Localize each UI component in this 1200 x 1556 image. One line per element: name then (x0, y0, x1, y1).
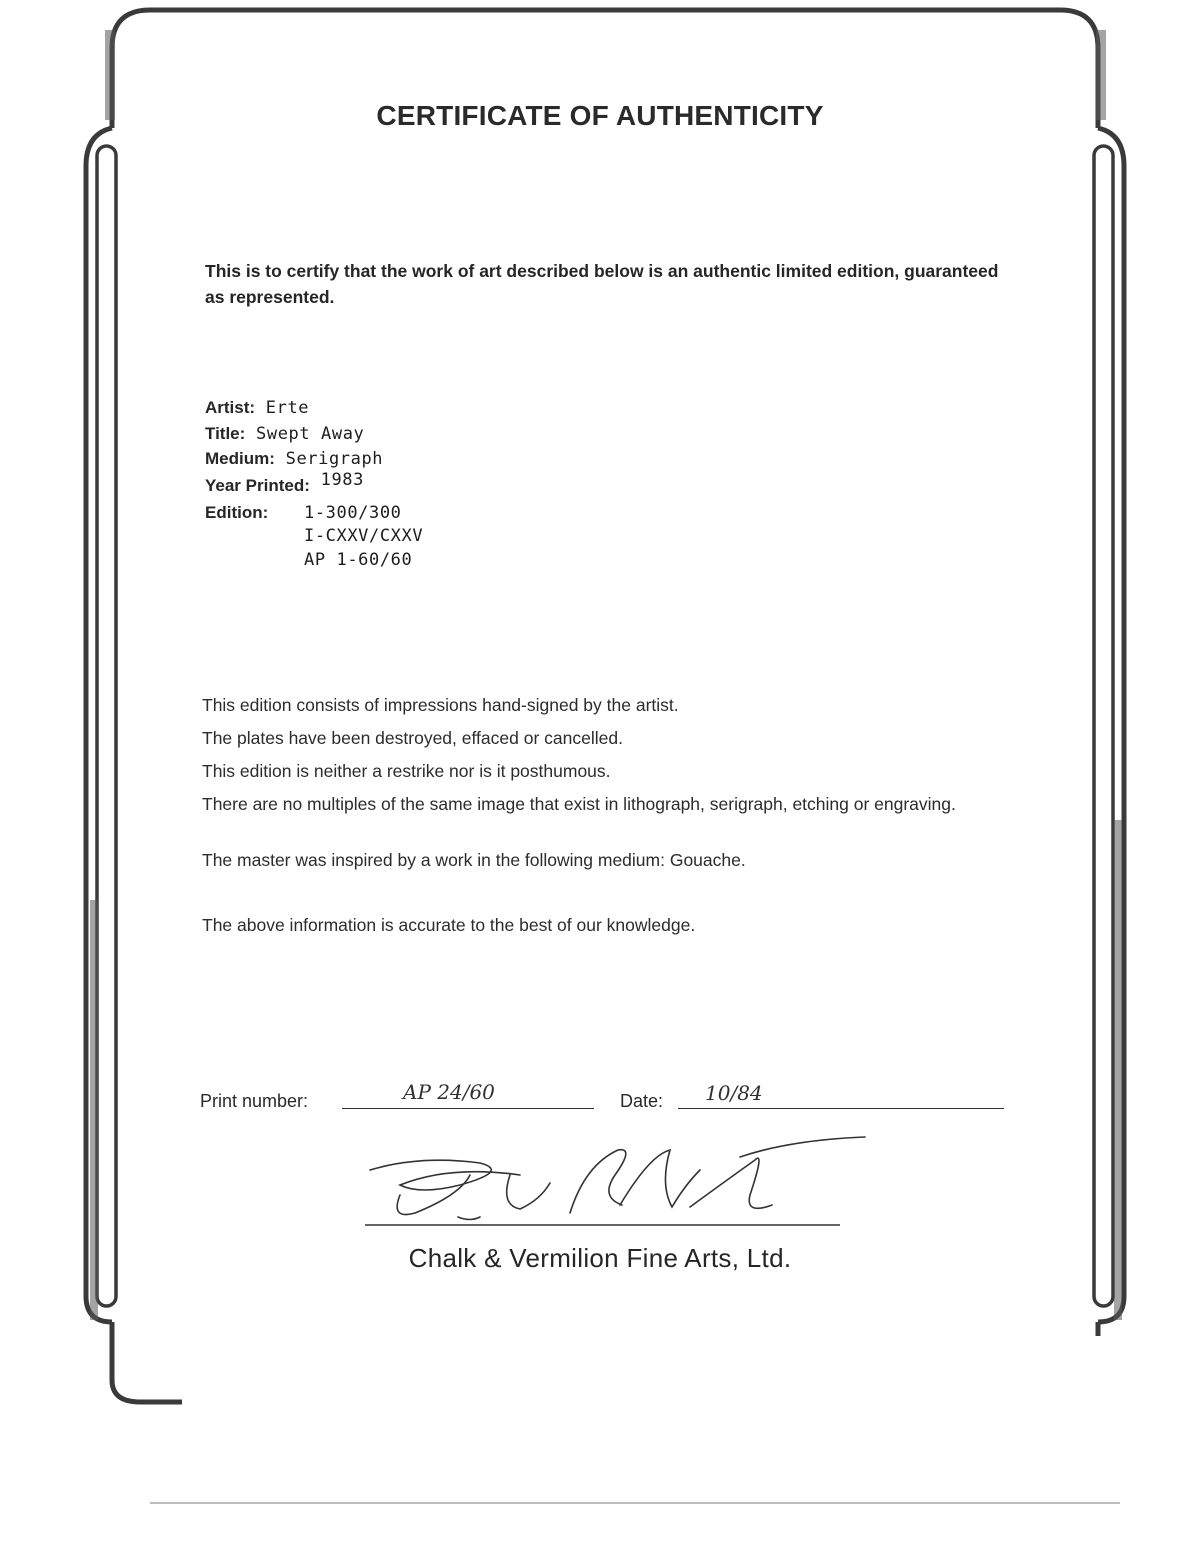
artist-value: Erte (265, 398, 310, 418)
artist-row (205, 398, 309, 418)
accuracy-note: The above information is accurate to the best of our knowledge. (202, 915, 696, 935)
company-name: Chalk & Vermilion Fine Arts, Ltd. (408, 1243, 792, 1273)
title-label: Title: (205, 424, 246, 443)
date-value: 10/84 (705, 1081, 763, 1105)
date-line (678, 1108, 1004, 1109)
medium-value: Serigraph (285, 449, 384, 469)
year-printed-value: 1983 (320, 470, 364, 490)
statement-line: The plates have been destroyed, effaced or cancelled. (202, 728, 623, 748)
edition-value: I-CXXV/CXXV (304, 526, 424, 546)
medium-label: Medium: (205, 449, 275, 468)
edition-value: 1-300/300 (304, 503, 402, 523)
statement-line: The master was inspired by a work in the following medium: Gouache. (202, 850, 746, 870)
title-value: Swept Away (256, 424, 365, 444)
print-number-value: AP 24/60 (403, 1080, 495, 1104)
print-number-line (342, 1108, 594, 1109)
certificate-title: CERTIFICATE OF AUTHENTICITY (376, 100, 824, 131)
medium-row (205, 449, 383, 469)
statement-line: This edition is neither a restrike nor is it posthumous. (202, 761, 611, 781)
statement-line: This edition consists of impressions hand-signed by the artist. (202, 695, 679, 715)
edition-label: Edition: (205, 503, 269, 522)
artist-label: Artist: (205, 398, 256, 417)
statement-line: There are no multiples of the same image that exist in lithograph, serigraph, etching or engraving. (202, 794, 956, 814)
signature (360, 1125, 880, 1240)
year-printed-row (205, 470, 364, 496)
edition-value: AP 1-60/60 (304, 550, 413, 570)
date-label: Date: (620, 1091, 664, 1111)
title-row (205, 424, 364, 444)
year-printed-label: Year Printed: (205, 476, 310, 495)
intro-statement: This is to certify that the work of art described below is an authentic limited edition, guaranteed as represented. (205, 261, 999, 307)
print-number-label: Print number: (200, 1091, 309, 1111)
